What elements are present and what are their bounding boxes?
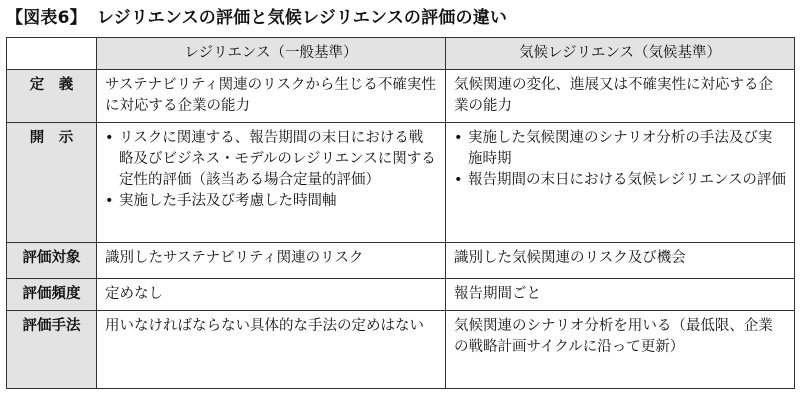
cell-climate-frequency: 報告期間ごと: [446, 279, 795, 311]
cell-general-disclosure: [97, 123, 446, 243]
figure-title-text: レジリエンスの評価と気候レジリエンスの評価の違い: [96, 8, 508, 28]
list-item: • 実施した手法及び考慮した時間軸: [105, 191, 437, 212]
table-row: [7, 243, 795, 279]
list-item: • 報告期間の末日における気候レジリエンスの評価: [454, 170, 786, 191]
list-item: • 実施した気候関連のシナリオ分析の手法及び実施時期: [454, 128, 786, 170]
bullet-list: [454, 128, 786, 191]
column-header-general: レジリエンス（一般基準）: [97, 38, 446, 70]
table-header-row: [7, 38, 795, 70]
figure-number: 【図表6】: [6, 8, 87, 28]
row-label-definition: 定 義: [7, 70, 97, 123]
column-header-climate: 気候レジリエンス（気候基準）: [446, 38, 795, 70]
list-item: • リスクに関連する、報告期間の末日における戦略及びビジネス・モデルのレジリエンスに関する定性的評価（該当ある場合定量的評価）: [105, 128, 437, 191]
cell-general-frequency: 定めなし: [97, 279, 446, 311]
table-row: [7, 311, 795, 389]
header-corner-cell: [7, 38, 97, 70]
cell-climate-definition: 気候関連の変化、進展又は不確実性に対応する企業の能力: [446, 70, 795, 123]
cell-general-target: 識別したサステナビリティ関連のリスク: [97, 243, 446, 279]
bullet-list: [105, 128, 437, 212]
comparison-table: [6, 37, 795, 389]
table-row: [7, 123, 795, 243]
row-label-target: 評価対象: [7, 243, 97, 279]
cell-general-method: 用いなければならない具体的な手法の定めはない: [97, 311, 446, 389]
cell-general-definition: サステナビリティ関連のリスクから生じる不確実性に対応する企業の能力: [97, 70, 446, 123]
row-label-method: 評価手法: [7, 311, 97, 389]
table-row: [7, 279, 795, 311]
cell-climate-disclosure: [446, 123, 795, 243]
cell-climate-target: 識別した気候関連のリスク及び機会: [446, 243, 795, 279]
figure-title: [6, 6, 507, 30]
table-row: [7, 70, 795, 123]
cell-climate-method: 気候関連のシナリオ分析を用いる（最低限、企業の戦略計画サイクルに沿って更新）: [446, 311, 795, 389]
row-label-frequency: 評価頻度: [7, 279, 97, 311]
row-label-disclosure: 開 示: [7, 123, 97, 243]
